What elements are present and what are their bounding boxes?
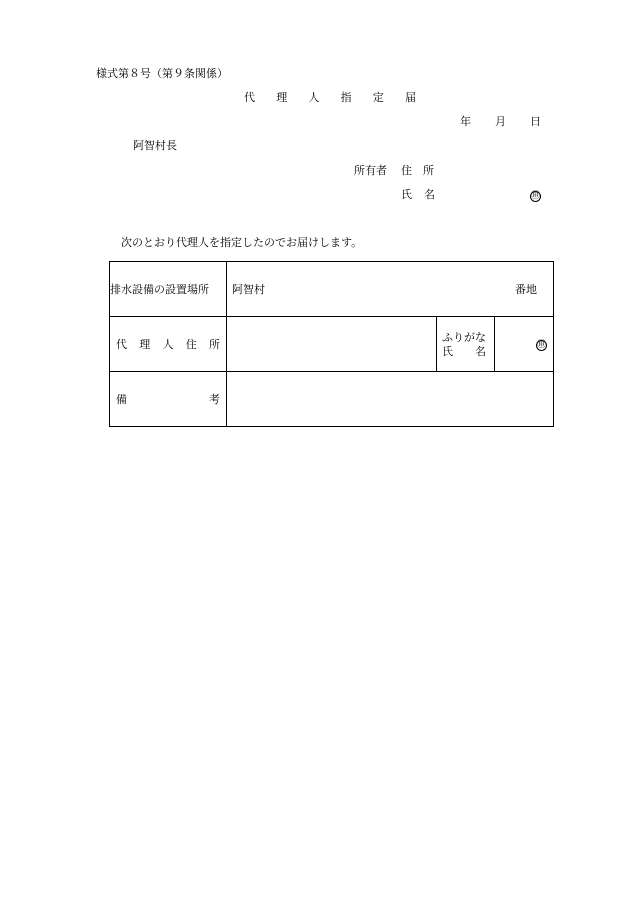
- seal-mark: ㊞: [537, 339, 547, 350]
- label-char: 理: [139, 337, 151, 351]
- document-title: [244, 92, 416, 103]
- designation-table: [109, 261, 554, 427]
- label-char: 考: [209, 392, 220, 406]
- name-char: 名: [475, 344, 486, 358]
- owner-seal: [530, 189, 541, 202]
- installation-location-label: 排水設備の設置場所: [110, 262, 227, 317]
- owner-address-label: 住 所: [401, 164, 434, 177]
- title-char: 代: [244, 91, 255, 104]
- label-char: 住: [185, 337, 197, 351]
- table-row: [110, 262, 554, 317]
- table-row: [110, 372, 554, 427]
- label-char: 代: [116, 337, 127, 351]
- seal-mark: ㊞: [531, 191, 541, 201]
- remarks-field[interactable]: [227, 372, 554, 427]
- location-lot-number-suffix: 番地: [515, 282, 538, 296]
- agent-name-label: [437, 317, 495, 372]
- name-char: 氏: [442, 344, 453, 358]
- title-char: 理: [276, 91, 288, 104]
- agent-address-label: [110, 317, 227, 372]
- date-month: 月: [495, 115, 506, 128]
- installation-location-field[interactable]: [227, 262, 554, 317]
- title-char: 指: [340, 91, 352, 104]
- table-row: [110, 317, 554, 372]
- date-line: [460, 116, 541, 127]
- date-year: 年: [460, 115, 471, 128]
- agent-address-field[interactable]: [227, 317, 437, 372]
- owner-role: 所有者: [354, 164, 387, 177]
- title-char: 人: [308, 91, 320, 104]
- label-char: 備: [116, 392, 127, 406]
- remarks-label: [110, 372, 227, 427]
- furigana-label: ふりがな: [442, 330, 486, 344]
- form-number-label: 様式第８号（第９条関係）: [96, 67, 228, 80]
- label-char: 人: [162, 337, 174, 351]
- title-char: 定: [372, 91, 384, 104]
- owner-name-char: 氏: [401, 188, 412, 201]
- intro-text: 次のとおり代理人を指定したのでお届けします。: [121, 236, 363, 249]
- owner-name-char: 名: [424, 188, 435, 201]
- title-char: 届: [404, 91, 416, 104]
- addressee: 阿智村長: [133, 139, 177, 152]
- owner-name-label: [401, 189, 435, 200]
- location-village: 阿智村: [232, 282, 265, 296]
- date-day: 日: [530, 115, 541, 128]
- agent-name-field[interactable]: [495, 317, 554, 372]
- label-char: 所: [209, 337, 220, 351]
